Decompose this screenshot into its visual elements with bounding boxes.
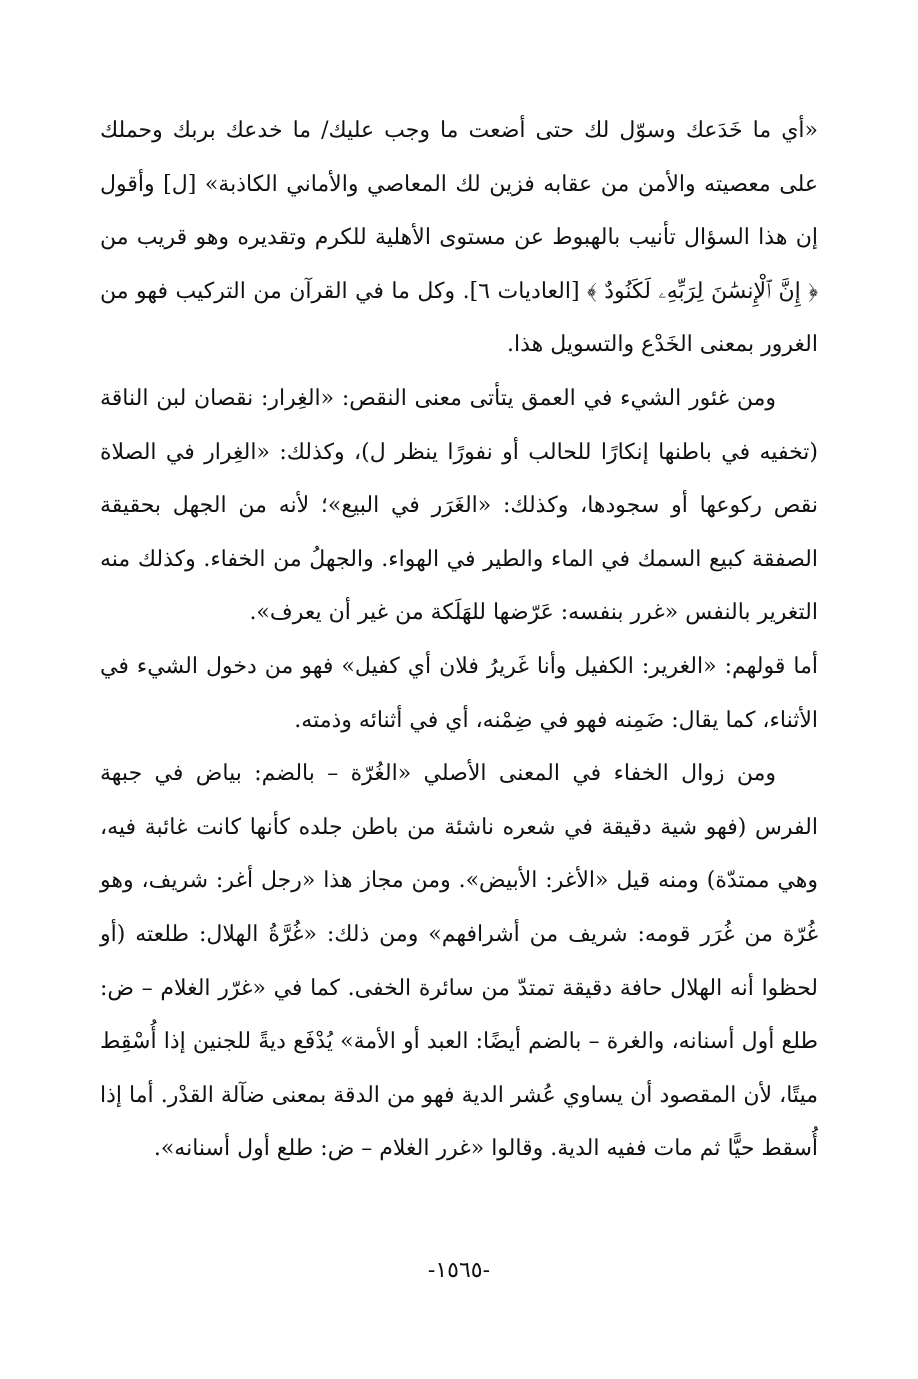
body-text — [100, 104, 818, 1176]
paragraph-1: «أي ما خَدَعك وسوّل لك حتى أضعت ما وجب عليك/ ما خدعك بربك وحملك على معصيته والأمن من عقابه فزين لك المعاصي والأماني الكاذبة» [ل] وأقول إن هذا السؤال تأنيب بالهبوط عن مستوى الأهلية للكرم وتقديره وهو قريب من ﴿ إِنَّ ٱلْإِنسَٰنَ لِرَبِّهِۦ لَكَنُودٌ ﴾ [العاديات ٦]. وكل ما في القرآن من التركيب فهو من الغرور بمعنى الخَدْع والتسويل هذا. — [100, 118, 818, 358]
paragraph-2: ومن غئور الشيء في العمق يتأتى معنى النقص: «الغِرار: نقصان لبن الناقة (تخفيه في باطنها إنكارًا للحالب أو نفورًا ينظر ل)، وكذلك: «الغِرار في الصلاة نقص ركوعها أو سجودها، وكذلك: «الغَرَر في البيع»؛ لأنه من الجهل بحقيقة الصفقة كبيع السمك في الماء والطير في الهواء. والجهلُ من الخفاء. وكذلك منه التغرير بالنفس «غرر بنفسه: عَرّضها للهَلَكة من غير أن يعرف». — [100, 385, 818, 626]
paragraph-4: ومن زوال الخفاء في المعنى الأصلي «الغُرّة – بالضم: بياض في جبهة الفرس (فهو شية دقيقة في شعره ناشئة من باطن جلده كأنها كانت غائبة فيه، وهي ممتدّة) ومنه قيل «الأغر: الأبيض». ومن مجاز هذا «رجل أغر: شريف، وهو غُرّة من غُرَر قومه: شريف من أشرافهم» ومن ذلك: «غُرَّةُ الهلال: طلعته (أو لحظوا أنه الهلال حافة دقيقة تمتدّ من سائرة الخفى. كما في «غرّر الغلام – ض: طلع أول أسنانه، والغرة – بالضم أيضًا: العبد أو الأمة» يُدْفَع ديةً للجنين إذا أُسْقِط ميتًا، لأن المقصود أن يساوي عُشر الدية فهو من الدقة بمعنى ضآلة القدْر. أما إذا أُسقط حيًّا ثم مات ففيه الدية. وقالوا «غرر الغلام – ض: طلع أول أسنانه». — [100, 761, 818, 1162]
page-number: -١٥٦٥- — [427, 1258, 491, 1283]
paragraph-3: أما قولهم: «الغرير: الكفيل وأنا غَريرُ فلان أي كفيل» فهو من دخول الشيء في الأثناء، كما يقال: ضَمِنه فهو في ضِمْنه، أي في أثنائه وذمته. — [100, 653, 818, 733]
